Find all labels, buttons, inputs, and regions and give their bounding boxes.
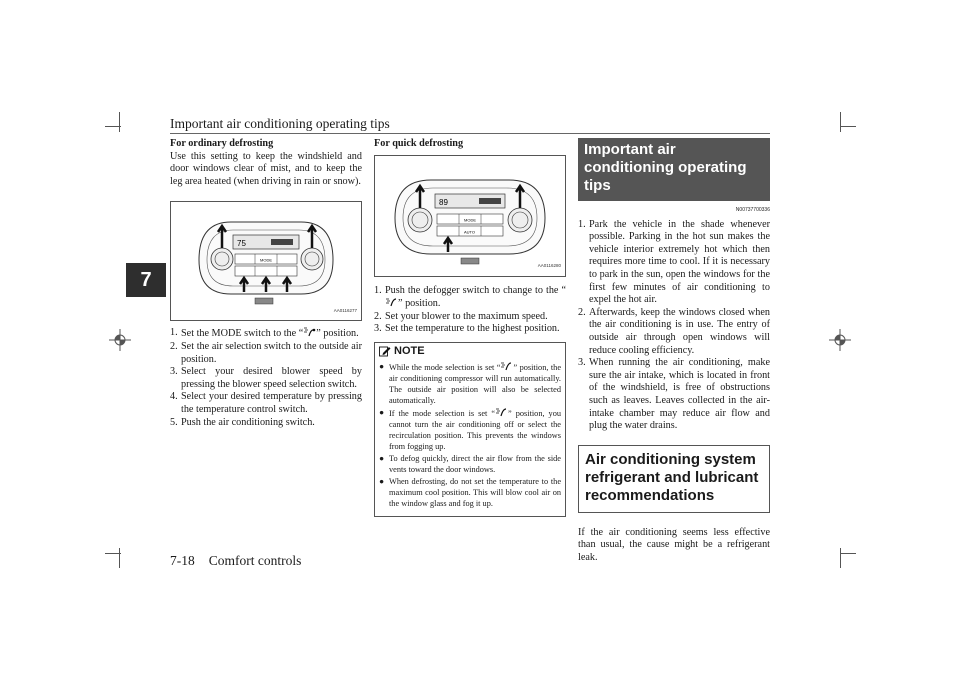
registration-mark-right <box>829 329 851 351</box>
ordinary-defrosting-steps <box>170 327 362 429</box>
step-number: 3. <box>170 366 178 378</box>
list-item <box>170 366 362 391</box>
step-text <box>385 285 566 311</box>
registration-mark-left <box>109 329 131 351</box>
note-box <box>374 342 566 517</box>
bullet-icon: ● <box>379 361 385 371</box>
page-footer <box>170 553 315 569</box>
control-panel-figure <box>374 155 566 277</box>
operating-tips-list <box>578 219 770 433</box>
list-item <box>170 341 362 366</box>
figure-code: AA0116277 <box>333 307 357 313</box>
list-item <box>374 323 566 336</box>
footer-section-title: Comfort controls <box>208 553 302 568</box>
crop-mark <box>105 553 121 554</box>
step-text: Select your desired temperature by pressing the temperature control switch. <box>181 391 362 415</box>
svg-text:MODE: MODE <box>464 217 476 223</box>
note-text: To defog quickly, direct the air flow from the side vents toward the door windows. <box>389 453 561 474</box>
step-text: Set the temperature to the highest position. <box>385 323 560 335</box>
svg-text:75: 75 <box>237 239 246 249</box>
crop-mark <box>840 126 856 127</box>
step-text-after-symbol: ” position. <box>398 298 441 310</box>
bullet-icon: ● <box>379 476 385 486</box>
list-item <box>578 307 770 357</box>
ordinary-defrosting-heading: For ordinary defrosting <box>170 138 274 149</box>
note-text-before-symbol: If the mode selection is set “ <box>389 408 496 418</box>
note-text <box>389 407 561 452</box>
column-ordinary-defrosting <box>170 138 362 429</box>
step-text: When running the air conditioning, make sure the air intake, which is located in front of the windshield, is free of obstructions such as leaves. Leaves collected in the air-intake chamber may reduce air flow and plug the water drains. <box>589 357 770 432</box>
step-number: 2. <box>578 306 586 318</box>
page-header-title: Important air conditioning operating tips <box>170 116 390 131</box>
figure-code: AA0116280 <box>537 263 561 268</box>
section-code: N00737700336 <box>735 207 770 213</box>
crop-mark <box>840 112 841 132</box>
step-text-before-symbol: Set the MODE switch to the “ <box>181 328 304 340</box>
step-text: Select your desired blower speed by pressing the blower speed selection switch. <box>181 366 362 390</box>
header-rule <box>170 133 770 134</box>
note-text <box>389 361 561 406</box>
list-item <box>578 219 770 307</box>
step-number: 4. <box>170 391 178 403</box>
note-title: NOTE <box>394 344 425 357</box>
step-text-after-symbol: ” position. <box>316 328 359 340</box>
note-list <box>379 361 561 509</box>
list-item <box>170 417 362 430</box>
defroster-mode-icon <box>495 407 508 417</box>
crop-mark <box>840 548 841 568</box>
list-item <box>379 407 561 452</box>
crop-mark <box>840 553 856 554</box>
crop-mark <box>119 112 120 132</box>
ordinary-defrosting-intro: Use this setting to keep the windshield and door windows clear of mist, and to keep the leg area heated (when driving in rain or snow). <box>170 150 362 187</box>
step-text: Set the air selection switch to the outside air position. <box>181 340 362 365</box>
step-number: 1. <box>170 327 178 339</box>
step-text-before-symbol: Push the defogger switch to change to the “ <box>385 284 566 296</box>
bullet-icon: ● <box>379 407 385 417</box>
step-number: 2. <box>374 310 382 322</box>
step-number: 5. <box>170 416 178 428</box>
step-text <box>181 327 362 341</box>
step-text: Set your blower to the maximum speed. <box>385 310 548 322</box>
note-text-before-symbol: While the mode selection is set “ <box>389 362 501 372</box>
svg-text:AUTO: AUTO <box>464 229 476 235</box>
section-heading-operating-tips: Important air conditioning operating tips <box>578 138 770 201</box>
climate-control-panel-illustration <box>375 156 565 276</box>
crop-mark <box>105 126 121 127</box>
svg-text:MODE: MODE <box>260 257 272 263</box>
list-item <box>379 453 561 475</box>
step-text: Afterwards, keep the windows closed when the air conditioning is in use. The entry of outside air through open windows will reduce cooling efficiency. <box>589 306 770 356</box>
note-text-after-symbol: ” position, you cannot turn the air conditioning off or select the recirculation position. This prevents the windows from fogging up. <box>389 408 561 451</box>
list-item <box>170 391 362 416</box>
step-text: Park the vehicle in the shade whenever possible. Parking in the hot sun makes the vehicle interior extremely hot which then requires more time to cool. If it is necessary to park in the sun, open the windows for the first few minutes of air conditioning to expel the hot air. <box>589 218 770 306</box>
list-item <box>374 311 566 324</box>
list-item <box>578 357 770 433</box>
defroster-mode-icon <box>500 361 513 371</box>
page-number: 7-18 <box>170 553 195 568</box>
defroster-mode-icon <box>385 297 398 307</box>
quick-defrosting-heading: For quick defrosting <box>374 138 464 149</box>
note-text: When defrosting, do not set the temperature to the maximum cool position. This will blow cool air on the window glass and fog it up. <box>389 476 561 508</box>
step-number: 3. <box>374 323 382 335</box>
column-quick-defrosting <box>374 138 566 517</box>
step-number: 3. <box>578 357 586 369</box>
bullet-icon: ● <box>379 453 385 463</box>
chapter-tab: 7 <box>126 263 166 297</box>
step-number: 2. <box>170 340 178 352</box>
step-number: 1. <box>374 284 382 296</box>
climate-control-panel-illustration <box>171 202 361 320</box>
column-operating-tips <box>578 138 770 564</box>
control-panel-figure <box>170 201 362 321</box>
section-heading-refrigerant: Air conditioning system refrigerant and lubricant recommendations <box>578 445 770 513</box>
list-item <box>374 285 566 311</box>
list-item <box>379 361 561 406</box>
quick-defrosting-steps <box>374 285 566 336</box>
note-pencil-icon <box>379 346 391 357</box>
note-text-after-symbol: ” position, the air conditioning compressor will run automatically. The outside air position will also be selected automatically. <box>389 362 561 405</box>
defroster-floor-mode-icon <box>303 327 316 337</box>
list-item <box>379 476 561 509</box>
crop-mark <box>119 548 120 568</box>
refrigerant-text: If the air conditioning seems less effective than usual, the cause might be a refrigerant leak. <box>578 526 770 563</box>
list-item <box>170 327 362 341</box>
svg-text:89: 89 <box>439 197 448 207</box>
note-header <box>379 345 561 358</box>
step-number: 1. <box>578 218 586 230</box>
step-text: Push the air conditioning switch. <box>181 416 315 428</box>
